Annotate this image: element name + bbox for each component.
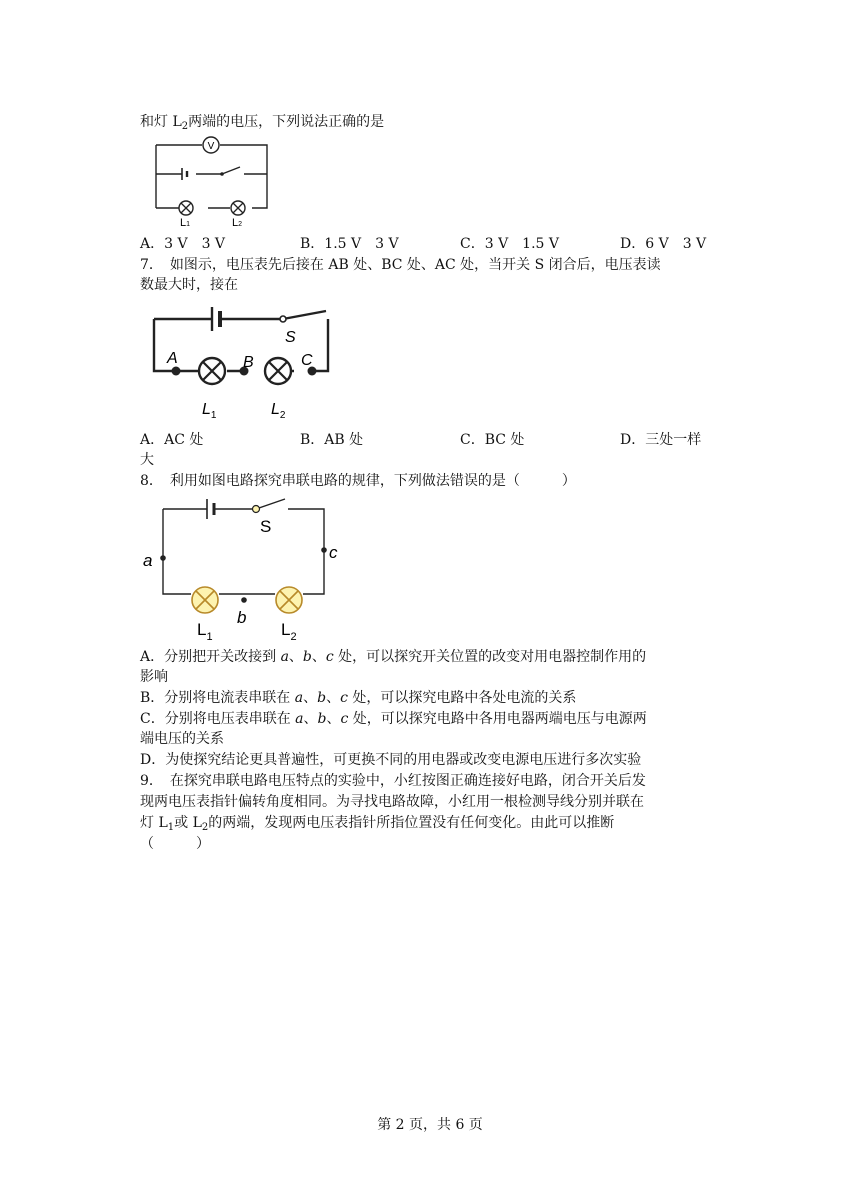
q7-option-b: B．AB 处 <box>300 432 364 448</box>
q6-option-b: B．1.5 V 3 V <box>300 236 399 252</box>
q8-point-b <box>241 597 247 603</box>
q8-label-c: c <box>329 543 338 562</box>
q6-stem: 和灯 $L_2$两端的电压，下列说法正确的是 <box>140 114 385 132</box>
q8-switch-label: S <box>260 517 272 536</box>
q8-option-a: A．分别把开关改接到 a、b、c 处，可以探究开关位置的改变对用电器控制作用的 <box>140 649 647 665</box>
q7-point-a <box>172 367 181 376</box>
q8-option-d: D．为使探究结论更具普遍性，可更换不同的用电器或改变电源电压进行多次实验 <box>140 752 642 768</box>
q9-stem-line2: 现两电压表指针偏转角度相同。为寻找电路故障，小红用一根检测导线分别并联在 <box>140 794 644 810</box>
q8-lamp-l1-icon <box>192 587 218 613</box>
q6-voltmeter-label: V <box>207 141 215 152</box>
q7-label-b: B <box>243 354 254 371</box>
q7-stem-line1: 7． 如图示，电压表先后接在 AB 处、BC 处、AC 处，当开关 S 闭合后，电压表读 <box>140 257 661 273</box>
q7-label-a: A <box>167 350 178 367</box>
q7-circuit-figure <box>150 300 335 422</box>
q7-option-c: C．BC 处 <box>460 432 525 448</box>
q8-lamp-l1-label: $L_1$ <box>197 620 213 643</box>
q7-switch-pivot <box>280 316 286 322</box>
q8-point-a <box>160 555 166 561</box>
q6-option-c: C．3 V 1.5 V <box>460 236 560 252</box>
q8-lamp-l2-icon <box>276 587 302 613</box>
q6-lamp-l2-label: L2 <box>232 217 243 229</box>
q7-lamp-l1-icon <box>199 358 225 384</box>
q6-lamp-l1-label: L1 <box>180 217 191 229</box>
q8-lamp-l2-label: $L_2$ <box>281 620 297 643</box>
q8-point-c <box>321 547 327 553</box>
q7-option-d: D．三处一样 <box>620 432 702 448</box>
q8-circuit-figure <box>140 494 340 642</box>
q6-switch-pivot <box>220 172 224 176</box>
q8-option-a-wrap: 影响 <box>140 669 168 685</box>
q8-label-a: a <box>143 551 153 570</box>
q6-option-d: D．6 V 3 V <box>620 236 707 252</box>
q6-lamp-l2-icon <box>231 201 245 215</box>
q9-stem-line1: 9． 在探究串联电路电压特点的实验中，小红按图正确连接好电路，闭合开关后发 <box>140 773 646 789</box>
q7-option-a: A．AC 处 <box>140 432 204 448</box>
q6-lamp-l1-icon <box>179 201 193 215</box>
q8-stem: 8． 利用如图电路探究串联电路的规律，下列做法错误的是（ ） <box>140 473 576 489</box>
q8-option-c-wrap: 端电压的关系 <box>140 731 224 747</box>
q8-switch-pivot <box>253 506 260 513</box>
q9-stem-line3: 灯 $L_1$或 $L_2$的两端，发现两电压表指针所指位置没有任何变化。由此可以推断 <box>140 815 615 833</box>
q7-lamp-l2-icon <box>265 358 291 384</box>
q6-circuit-figure <box>150 136 275 228</box>
q8-option-b: B．分别将电流表串联在 a、b、c 处，可以探究电路中各处电流的关系 <box>140 690 577 706</box>
q7-stem-line2: 数最大时，接在 <box>140 277 238 293</box>
q9-answer-bracket: （ ） <box>140 836 210 852</box>
q8-label-b: b <box>237 608 247 627</box>
q7-label-c: C <box>301 352 313 369</box>
q7-lamp-l2-label: $L_2$ <box>271 401 286 421</box>
q7-lamp-l1-label: $L_1$ <box>202 401 217 421</box>
page-footer: 第 2 页，共 6 页 <box>377 1117 483 1133</box>
q6-option-a: A．3 V 3 V <box>140 236 226 252</box>
q7-switch-label: S <box>285 329 296 346</box>
q8-option-c: C．分别将电压表串联在 a、b、c 处，可以探究电路中各用电器两端电压与电源两 <box>140 711 647 727</box>
q7-option-d-wrap: 大 <box>140 452 154 468</box>
